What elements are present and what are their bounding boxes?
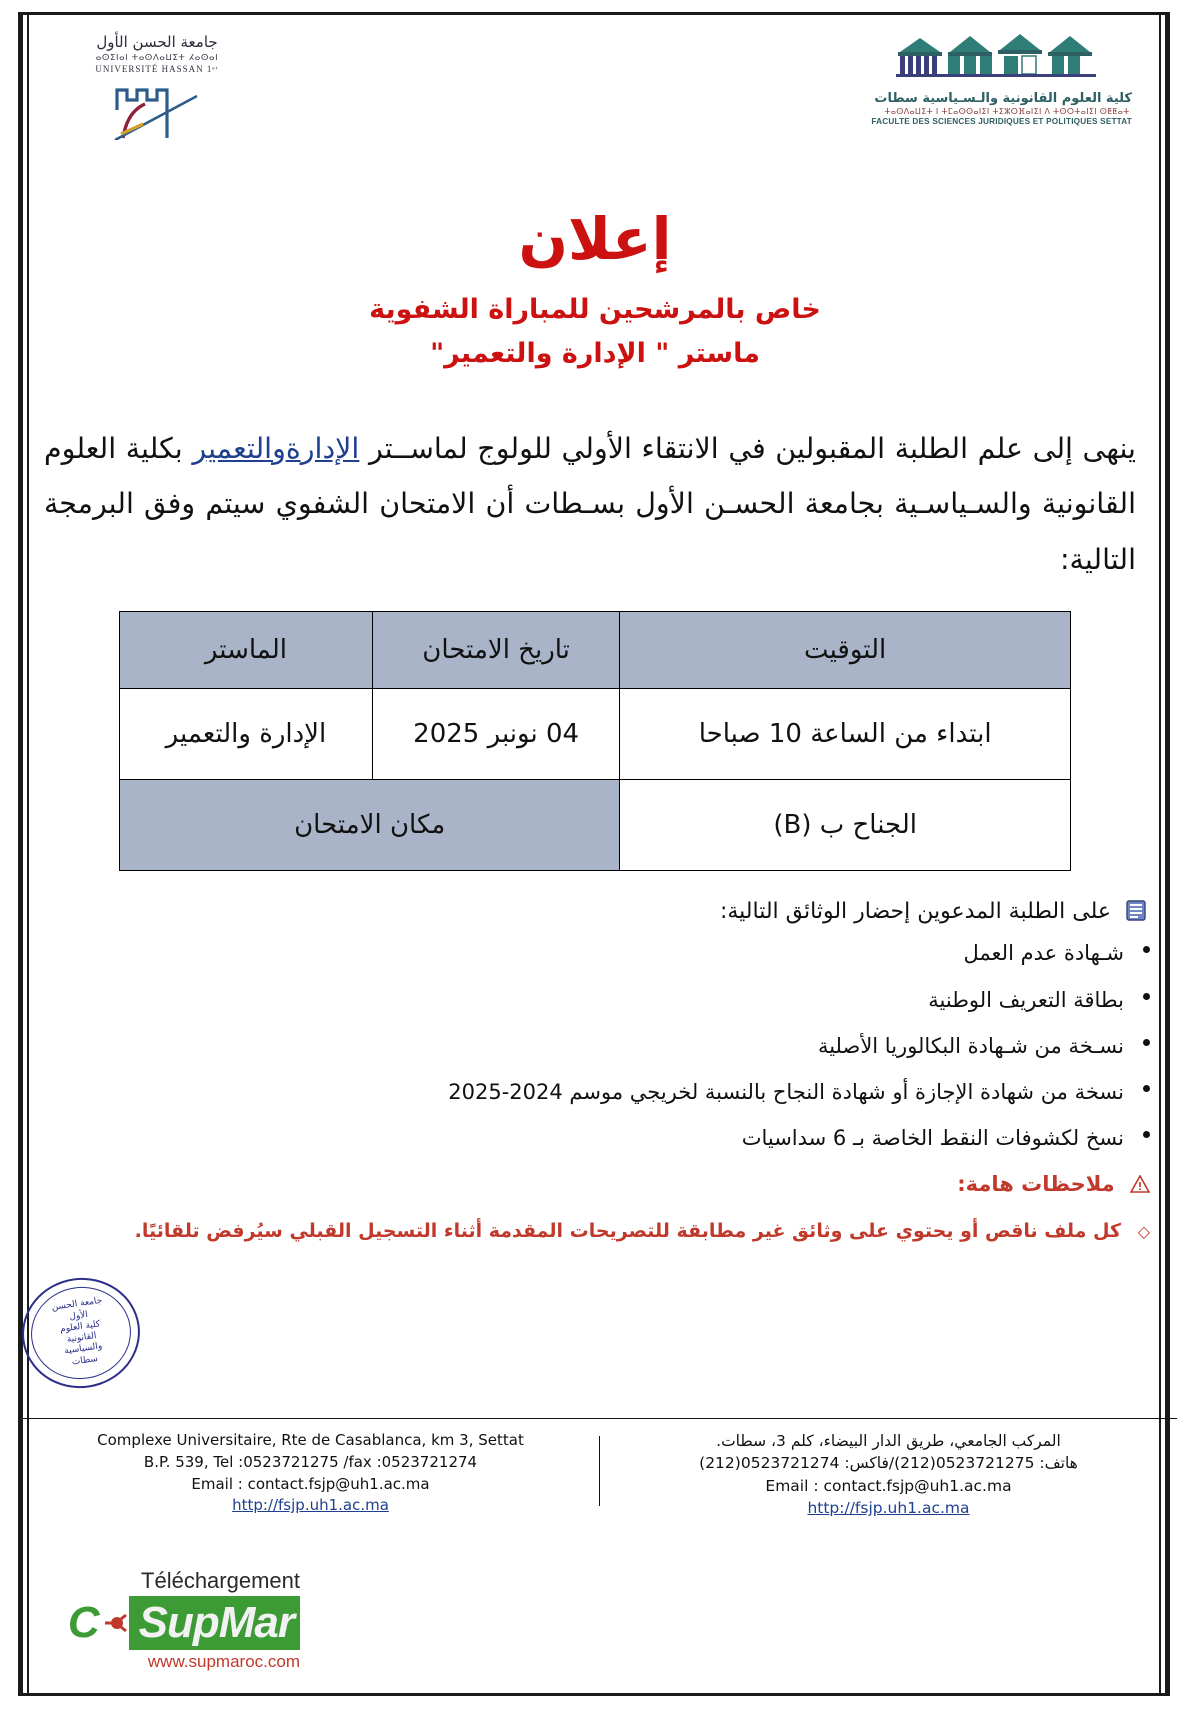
footer-ar-website[interactable]: http://fsjp.uh1.ac.ma [807,1499,970,1518]
table-row-place [120,780,1071,871]
body-text-part-1: ينهى إلى علم الطلبة المقبولين في الانتقاء الأولي للولوج لماســتر [359,431,1136,465]
bullet-icon [1143,993,1150,1000]
stamp-text [15,1270,147,1395]
footer-arabic-block [600,1430,1177,1550]
footer-fr-address: Complexe Universitaire, Rte de Casablanca, km 3, Settat [97,1431,524,1449]
table-cell-place-label: مكان الامتحان [120,780,620,871]
list-item [40,1080,1150,1105]
exam-schedule-table [119,611,1071,871]
document-footer [22,1430,1177,1550]
table-header-row [120,612,1071,689]
announcement-subtitle-1: خاص بالمرشحين للمباراة الشفوية [369,293,821,325]
university-logo-arabic: جامعة الحسن الأول [96,33,218,51]
document-header [40,12,1150,162]
warning-icon [1130,1174,1150,1198]
footer-fr-phone: B.P. 539, Tel :0523721275 /fax :0523721274 [143,1452,478,1471]
list-item-label: نسـخة من شـهادة البكالوريا الأصلية [817,1033,1124,1058]
list-item [40,1126,1150,1151]
table-cell-time: ابتداء من الساعة 10 صباحا [620,689,1071,780]
official-stamp [22,1278,140,1388]
diamond-bullet-icon: ◇ [1137,1222,1150,1242]
body-text-part-3: الامتحان الشفوي سيتم وفق البرمجة التالية: [44,487,1136,576]
faculty-logo-french: FACULTE DES SCIENCES JURIDIQUES ET POLITIQUES SETTAT [871,117,1132,126]
announcement-title: إعلان [518,205,672,273]
footer-fr-email: Email : contact.fsjp@uh1.ac.ma [191,1474,430,1493]
table-header-date: تاريخ الامتحان [372,612,619,689]
stamp-line-2: الأول [68,1309,89,1322]
university-mark-icon [97,78,217,140]
list-item-label: شـهادة عدم العمل [963,941,1124,966]
documents-heading [40,899,1150,927]
faculty-logo-tifinagh: ⵜⴰⵙⴷⴰⵡⵉⵜ ⵏ ⵜⵎⴰⵙⵙⴰⵏⵉⵏ ⵜⵉⵣⵔⴼⴰⵏⵉⵏ ⴷ ⵜⵙⵔⵜⴰⵏⵉⵏ ⵙⵟⵟⴰⵜ [884,107,1130,116]
bullet-icon [1143,1131,1150,1138]
stamp-line-6: سطات [71,1353,99,1368]
stamp-line-1: جامعة الحسن [51,1296,103,1314]
table-cell-date: 04 نونبر 2025 [372,689,619,780]
list-item-label: نسخة من شهادة الإجازة أو شهادة النجاح بالنسبة لخريجي موسم 2024-2025 [448,1079,1124,1104]
footer-divider [22,1418,1177,1419]
table-row [120,689,1071,780]
notes-item [40,1218,1150,1245]
university-hassan-1-logo [62,34,252,140]
bullet-icon [1143,1085,1150,1092]
footer-french-block [22,1430,599,1550]
watermark-url: www.supmaroc.com [147,1652,300,1671]
stamp-line-5: والسياسية [63,1341,103,1357]
stamp-line-3: كلية العلوم [59,1319,101,1335]
footer-fr-website[interactable]: http://fsjp.uh1.ac.ma [232,1496,389,1515]
list-item [40,1034,1150,1059]
list-item [40,941,1150,966]
documents-heading-text: على الطلبة المدعوين إحضار الوثائق التالية: [719,899,1111,925]
list-item [40,988,1150,1013]
faculty-building-icon [892,30,1122,86]
plug-icon [101,1610,127,1636]
master-link-part-2[interactable]: والتعمير [192,431,286,465]
university-logo-tifinagh: ⴰⵙⵉⵏⴰⵏ ⵜⴰⵙⴷⴰⵡⵉⵜ ⵃⴰⵙⴰⵏ [95,52,219,63]
bullet-icon [1143,946,1150,953]
faculty-logo-arabic: كلية العلوم القانونية والـسـياسية سطات [874,91,1132,106]
supmaroc-watermark [0,1568,300,1718]
watermark-logo [0,1596,300,1650]
table-header-time: التوقيت [620,612,1071,689]
notes-heading [40,1172,1150,1198]
watermark-c-text: C [67,1598,99,1647]
footer-ar-address: المركب الجامعي، طريق الدار البيضاء، كلم 3، سطات. [716,1432,1061,1450]
master-link-part-1[interactable]: الإدارة [285,431,360,465]
bullet-icon [1143,1039,1150,1046]
stamp-line-4: القانونية [66,1330,98,1345]
table-header-master: الماستر [120,612,373,689]
footer-ar-phone: هاتف: 0523721275(212)/فاكس: 0523721274(212) [699,1454,1078,1473]
university-crenellation-mark [62,78,252,140]
faculty-fsjp-settat-logo [871,30,1132,126]
notes-heading-text: ملاحظات هامة: [957,1172,1115,1197]
table-cell-master: الإدارة والتعمير [120,689,373,780]
clipboard-icon [1126,899,1146,927]
announcement-body [40,421,1150,588]
footer-ar-email: Email : contact.fsjp@uh1.ac.ma [765,1476,1012,1495]
notes-item-text: كل ملف ناقص أو يحتوي على وثائق غير مطابقة للتصريحات المقدمة أثناء التسجيل القبلي سيُرفض تلقائيًا. [134,1220,1122,1243]
documents-list [40,941,1150,1151]
announcement-subtitle-2: ماستر " الإدارة والتعمير" [430,338,760,370]
university-logo-latin: UNIVERSITÉ HASSAN 1ᵉʳ [95,63,219,74]
list-item-label: بطاقة التعريف الوطنية [928,987,1124,1012]
watermark-telechargement: Téléchargement [141,1568,300,1593]
table-cell-place-value: الجناح ب (B) [620,780,1071,871]
list-item-label: نسخ لكشوفات النقط الخاصة بـ 6 سداسيات [741,1126,1124,1151]
watermark-sup-text: SupMar [129,1596,300,1650]
title-block [40,205,1150,373]
body-text-part-2: بكلية العلوم القانونية والسـياسـية بجامعة الحسـن الأول بسـطات أن [44,431,1136,521]
